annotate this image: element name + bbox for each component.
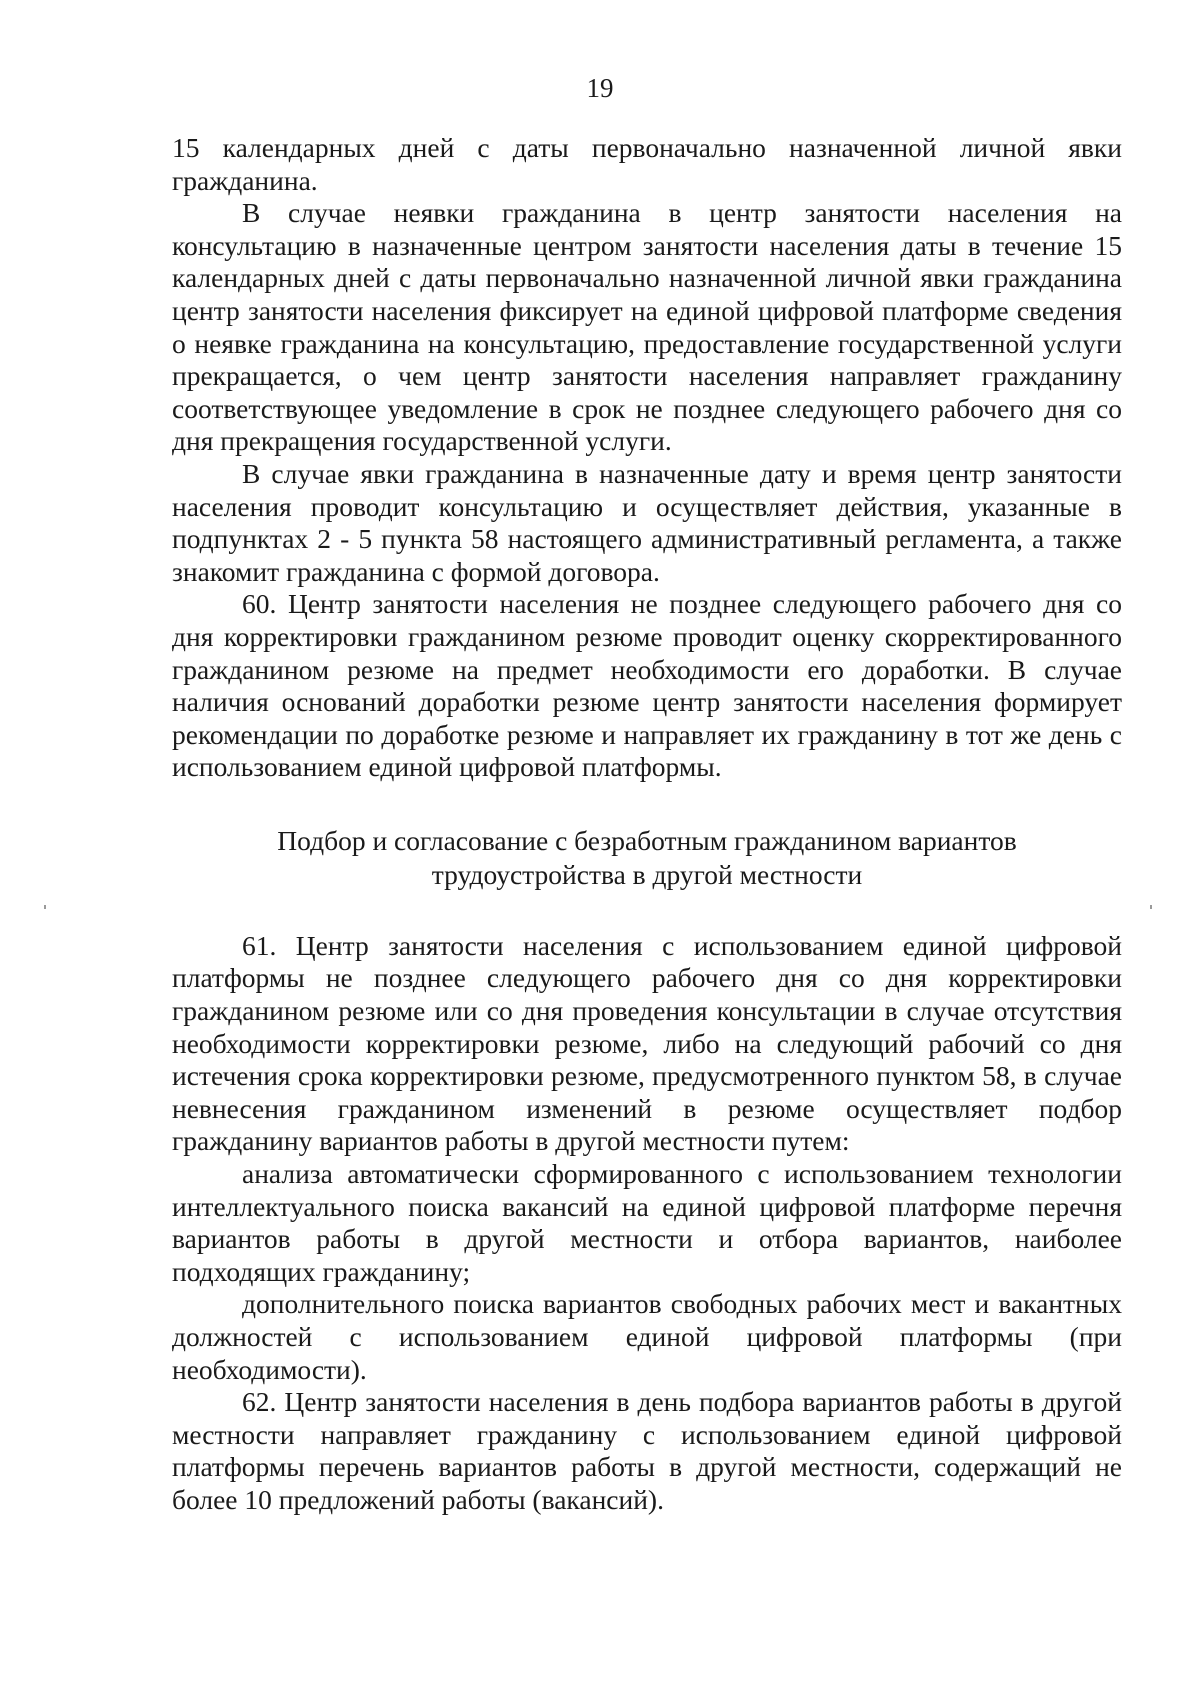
section-heading-line-1: Подбор и согласование с безработным гражданином вариантов [277, 824, 1017, 856]
paragraph-61-item-search: дополнительного поиска вариантов свободных рабочих мест и вакантных должностей с использованием единой цифровой платформы (при необходимости). [172, 1288, 1122, 1385]
page-number: 19 [586, 73, 614, 103]
paragraph-show: В случае явки гражданина в назначенные дату и время центр занятости населения проводит консультацию и осуществляет действия, указанные в подпунктах 2 - 5 пункта 58 настоящего административный регламента, а также знакомит гражданина с формой договора. [172, 457, 1122, 587]
document-body [172, 132, 1122, 1517]
section-heading [172, 824, 1122, 892]
paragraph-62: 62. Центр занятости населения в день подбора вариантов работы в другой местности направляет гражданину с использованием единой цифровой платформы перечень вариантов работы в другой местности, содержащий не более 10 предложений работы (вакансий). [172, 1386, 1122, 1515]
paragraph-61-item-analysis: анализа автоматически сформированного с использованием технологии интеллектуального поиска вакансий на единой цифровой платформе перечня вариантов работы в другой местности и отбора вариантов, наиболее подходящих гражданину; [172, 1158, 1122, 1287]
paragraph-continuation: 15 календарных дней с даты первоначально назначенной личной явки гражданина. [172, 132, 1122, 196]
paragraph-61: 61. Центр занятости населения с использованием единой цифровой платформы не позднее следующего рабочего дня со дня корректировки гражданином резюме или со дня проведения консультации в случае отсутствия необходимости корректировки резюме, либо на следующий рабочий со дня истечения срока корректировки резюме, предусмотренного пунктом 58, в случае невнесения гражданином изменений в резюме осуществляет подбор гражданину вариантов работы в другой местности путем: [172, 929, 1122, 1157]
scan-mark-right [1150, 905, 1152, 909]
paragraph-60: 60. Центр занятости населения не позднее следующего рабочего дня со дня корректировки гражданином резюме проводит оценку скорректированного гражданином резюме на предмет необходимости его доработки. В случае наличия оснований доработки резюме центр занятости населения формирует рекомендации по доработке резюме и направляет их гражданину в тот же день с использованием единой цифровой платформы. [172, 588, 1122, 783]
section-heading-line-2: трудоустройства в другой местности [431, 858, 863, 890]
scan-mark-left [44, 905, 46, 909]
paragraph-no-show: В случае неявки гражданина в центр занятости населения на консультацию в назначенные центром занятости населения даты в течение 15 календарных дней с даты первоначально назначенной личной явки гражданина центр занятости населения фиксирует на единой цифровой платформе сведения о неявке гражданина на консультацию, предоставление государственной услуги прекращается, о чем центр занятости населения направляет гражданину соответствующее уведомление в срок не позднее следующего рабочего дня со дня прекращения государственной услуги. [172, 197, 1122, 457]
